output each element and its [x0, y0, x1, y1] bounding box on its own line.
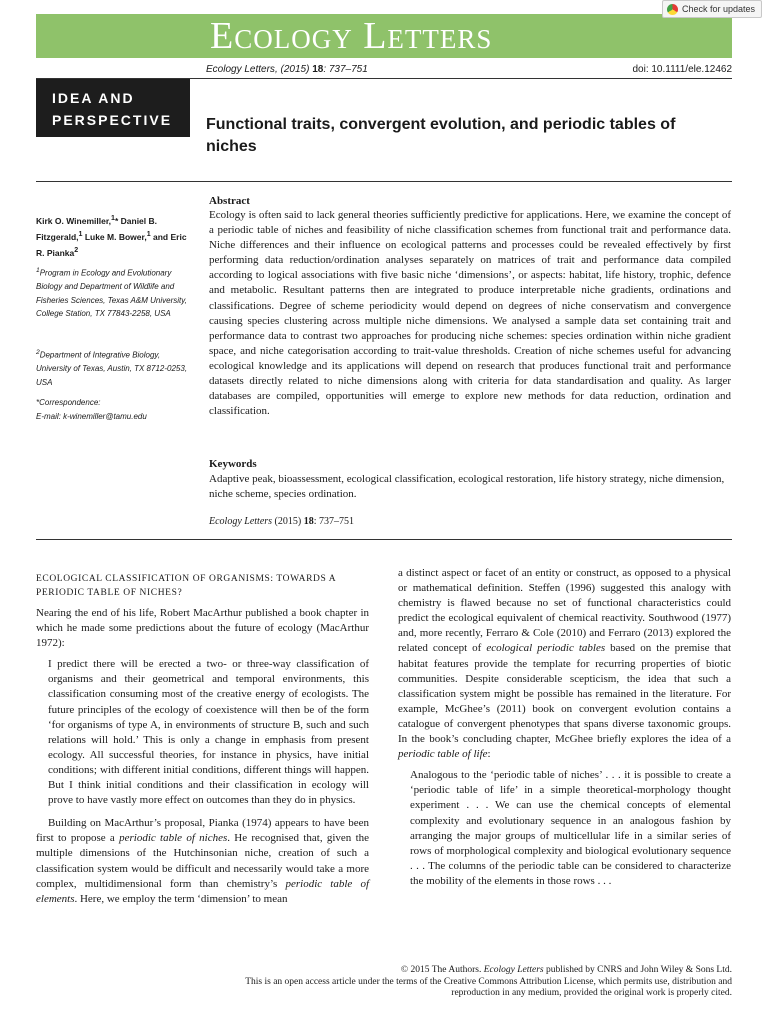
- keywords-heading: Keywords: [209, 458, 257, 470]
- abstract-heading: Abstract: [209, 195, 250, 207]
- doi-link[interactable]: doi: 10.1111/ele.12462: [632, 64, 732, 75]
- article-title: Functional traits, convergent evolution, and periodic tables of niches: [206, 116, 676, 155]
- crossmark-icon: [667, 4, 678, 15]
- check-for-updates-button[interactable]: [662, 0, 762, 18]
- body-divider: [36, 539, 732, 540]
- paragraph: Nearing the end of his life, Robert MacArthur published a book chapter in which he made some predictions about the future of ecology (MacArthur 1972):: [36, 607, 369, 650]
- citation-repeat: Ecology Letters (2015) 18: 737–751: [209, 516, 354, 527]
- paragraph: a distinct aspect or facet of an entity or construct, as opposed to a physical or mathematical definition. Steffen (1996) suggested this analogy with chemistry is flawed because no set of functional characteristics could predict the ecological equivalent of chemical reactivity. Southwood (1977) and, more recently, Ferraro & Cole (2010) and Ferraro (2013) explored the related concept of ecological periodic tables based on the premise that habitat features provide the template for recurring properties of biotic communities. Despite considerable scepticism, the idea that such a classification system might be possible has remained in the literature. For example, McGhee’s (2011) book on convergent evolution contains a catalogue of convergent phenotypes that spans diverse taxonomic groups. In the book’s concluding chapter, McGhee briefly explores the idea of a periodic table of life:: [398, 567, 731, 761]
- section-heading: ECOLOGICAL CLASSIFICATION OF ORGANISMS: TOWARDS A PERIODIC TABLE OF NICHES?: [36, 574, 336, 598]
- keywords-text: Adaptive peak, bioassessment, ecological classification, ecological restoration, life history strategy, niche dimension, niche scheme, species ordination.: [209, 473, 725, 500]
- license-footer: © 2015 The Authors. Ecology Letters published by CNRS and John Wiley & Sons Ltd. This is an open access article under the terms of the Creative Commons Attribution License, which permits use, distribution and reproduction in any medium, provided the original work is properly cited.: [245, 965, 732, 998]
- correspondence: *Correspondence: E-mail: k-winemiller@tamu.edu: [36, 396, 196, 423]
- body-column-left: [36, 572, 369, 913]
- block-quote: Analogous to the ‘periodic table of niches’ . . . it is possible to create a ‘periodic table of life’ in a simple theoretical-morphology thought experiment . . . We can use the chemical concepts of elemental complexity and evolutionary sequence in an analogous fashion by arranging the major groups of multicellular life in a similar series of rows of morphological complexity and biological evolutionary sequence . . . The columns of the periodic table can be considered to characterize the mobility of the elements in those rows . . .: [410, 769, 731, 887]
- author-list: Kirk O. Winemiller,$^1$* Daniel B. Fitzgerald,$^1$ Luke M. Bower,$^1$ and Eric R. Pianka$^2$: [36, 214, 187, 258]
- body-column-right: [398, 566, 731, 897]
- section-tag: IDEA AND PERSPECTIVE: [36, 79, 190, 137]
- journal-masthead: [0, 0, 768, 60]
- paragraph: Building on MacArthur’s proposal, Pianka (1974) appears to have been first to propose a periodic table of niches. He recognised that, given the multiple dimensions of the Hutchinsonian niche, creation of such a classification system would be difficult and necessarily would take a more complex, multidimensional form than chemistry’s periodic table of elements. Here, we employ the term ‘dimension’ to mean: [36, 817, 370, 905]
- title-divider: [36, 181, 732, 182]
- check-for-updates-label: Check for updates: [681, 4, 755, 14]
- affiliation-1: $^1$Program in Ecology and Evolutionary Biology and Department of Wildlife and Fisheries Sciences, Texas A&M University, College Station, TX 77843-2258, USA: [36, 267, 187, 319]
- citation-line: Ecology Letters, (2015) 18: 737–751: [206, 64, 368, 75]
- correspondence-email[interactable]: E-mail: k-winemiller@tamu.edu: [36, 411, 147, 421]
- abstract-text: Ecology is often said to lack general theories sufficiently predictive for applications. Here, we examine the concept of a periodic table of niches and feasibility of niche classification schemes from functional trait and performance data. Niche differences and their influence on ecological patterns and processes could be revealed effectively by first performing data reduction/ordination analyses separately on matrices of trait and performance data compiled according to logical associations with five basic niche ‘dimensions’, or aspects: habitat, life history, trophic, defence and metabolic. Resultant patterns then are integrated to produce interpretable niche gradients, ordinations and classifications. Degree of scheme periodicity would depend on degrees of niche conservatism and convergence causing species clustering across multiple niche dimensions. We analysed a sample data set containing trait and performance data to contrast two approaches for producing niche schemes: species ordination within niche gradient space, and niche categorisation according to trait-value thresholds. Creation of niche schemes useful for advancing ecological knowledge and its applications will depend on research that produces functional trait and performance datasets directly related to niche dimensions along with criteria for data standardisation and quality. As larger databases are compiled, opportunities will emerge to explore new methods for data reduction, ordination and classification.: [209, 209, 731, 418]
- affiliation-2: $^2$Department of Integrative Biology, University of Texas, Austin, TX 8712-0253, USA: [36, 349, 188, 387]
- journal-title: Ecology Letters: [210, 15, 493, 57]
- block-quote: I predict there will be erected a two- or three-way classification of organisms and their geometrical and temporal environments, this classification consuming most of the creative energy of ecologists. The future principles of the ecology of coexistence will then be of the form ‘for organisms of type A, in environments of structure B, such and such relations will hold.’ This is only a change in emphasis from present ecology. All successful theories, for instance in physics, have initial conditions; with different initial conditions, different things will happen. But I think initial conditions and their classification in ecology will prove to have vastly more effect on outcomes than they do in physics.: [48, 658, 369, 807]
